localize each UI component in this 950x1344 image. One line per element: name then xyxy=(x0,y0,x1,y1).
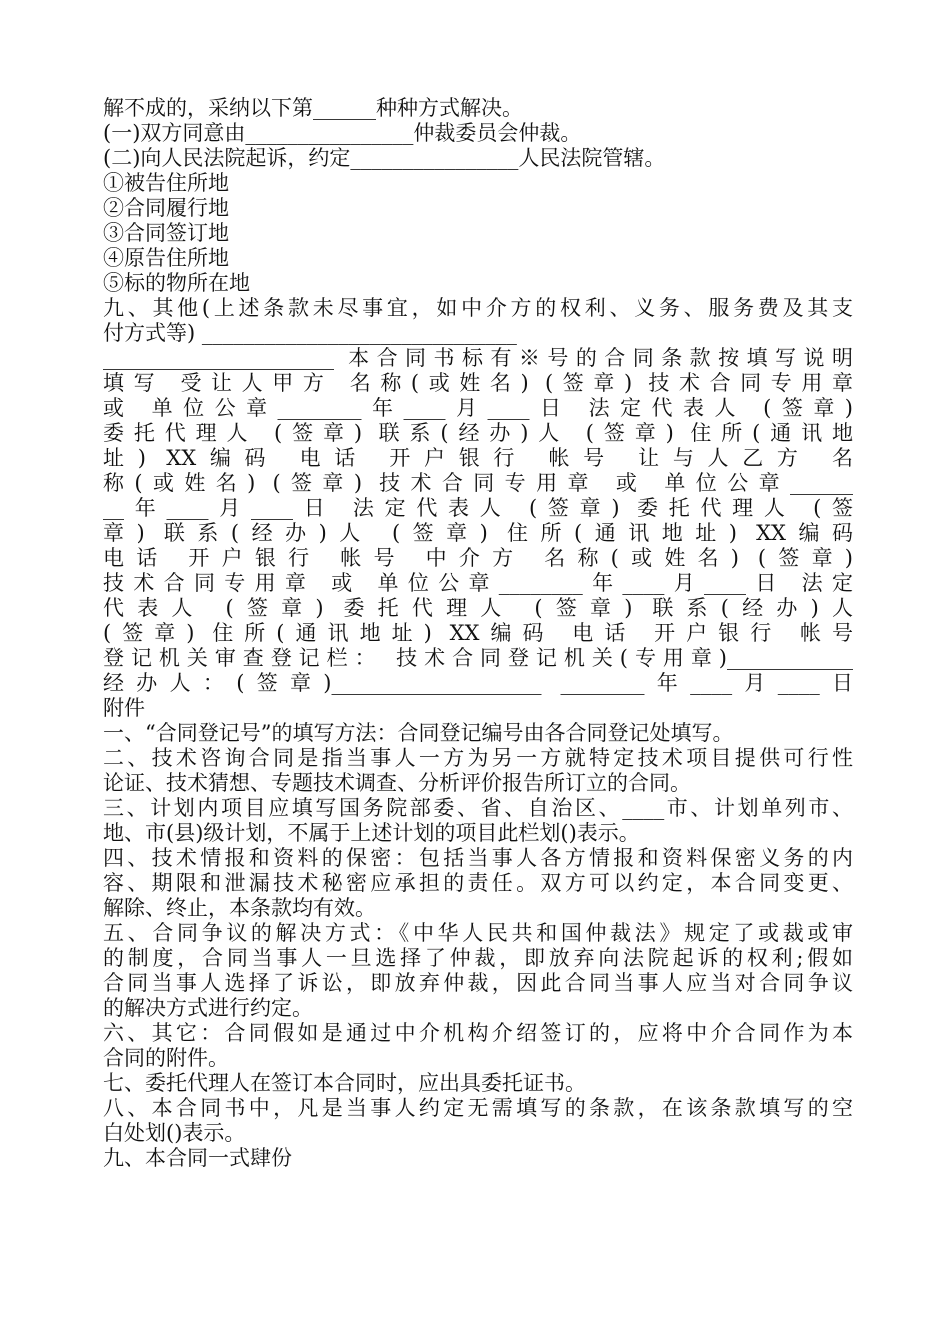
text-line: 填写 受让人甲方 名称(或姓名) (签章) 技术合同专用章 xyxy=(103,371,853,395)
text-line: 五、合同争议的解决方式：《中华人民共和国仲裁法》规定了或裁或审 xyxy=(103,921,853,945)
text-line: 合同的附件。 xyxy=(103,1046,229,1070)
text-line: 址) XX编码 电话 开户银行 帐号 让与人乙方 名 xyxy=(103,446,853,470)
text-line: 或 单位公章________年____月____日 法定代表人 (签章) xyxy=(103,396,853,420)
text-line: (签章) 住所(通讯地址) XX编码 电话 开户银行 帐号 xyxy=(103,621,853,645)
text-line: 九、其他(上述条款未尽事宜，如中介方的权利、义务、服务费及其支 xyxy=(103,296,853,320)
document-page xyxy=(103,96,853,1171)
text-line: 一、“合同登记号”的填写方法：合同登记编号由各合同登记处填写。 xyxy=(103,721,734,745)
text-line: __年____月____日 法定代表人 (签章) 委托代理人 (签 xyxy=(103,496,853,520)
text-line: 的解决方式进行约定。 xyxy=(103,996,313,1020)
text-line: 合同当事人选择了诉讼，即放弃仲裁，因此合同当事人应当对合同争议 xyxy=(103,971,853,995)
list-item: ②合同履行地 xyxy=(103,196,229,220)
text-line: 电话 开户银行 帐号 中介方 名称(或姓名) (签章) xyxy=(103,546,853,570)
section-heading: 附件 xyxy=(103,696,145,720)
text-line: 称(或姓名) (签章) 技术合同专用章 或 单位公章______ xyxy=(103,471,853,495)
text-line: 地、市(县)级计划，不属于上述计划的项目此栏划()表示。 xyxy=(103,821,640,845)
text-line: 解不成的，采纳以下第______种种方式解决。 xyxy=(103,96,523,120)
text-line: 论证、技术猜想、专题技术调查、分析评价报告所订立的合同。 xyxy=(103,771,691,795)
text-line: 经办人：(签章)____________________ ________年____月____日 xyxy=(103,671,853,695)
text-line: 七、委托代理人在签订本合同时，应出具委托证书。 xyxy=(103,1071,586,1095)
list-item: ③合同签订地 xyxy=(103,221,229,245)
text-line: 解除、终止，本条款均有效。 xyxy=(103,896,376,920)
text-line: 三、计划内项目应填写国务院部委、省、自治区、____市、计划单列市、 xyxy=(103,796,853,820)
text-line: 的制度，合同当事人一旦选择了仲裁，即放弃向法院起诉的权利;假如 xyxy=(103,946,853,970)
text-line: 二、技术咨询合同是指当事人一方为另一方就特定技术项目提供可行性 xyxy=(103,746,853,770)
list-item: ①被告住所地 xyxy=(103,171,229,195)
text-line: 八、本合同书中，凡是当事人约定无需填写的条款，在该条款填写的空 xyxy=(103,1096,853,1120)
text-line: ______________________ 本合同书标有※号的合同条款按填写说明 xyxy=(103,346,853,370)
text-line: 技术合同专用章 或 单位公章________年____月____日 法定 xyxy=(103,571,853,595)
text-line: 六、其它：合同假如是通过中介机构介绍签订的，应将中介合同作为本 xyxy=(103,1021,853,1045)
list-item: ④原告住所地 xyxy=(103,246,229,270)
text-line: 登记机关审查登记栏： 技术合同登记机关(专用章)____________ xyxy=(103,646,853,670)
text-line: 委托代理人 (签章) 联系(经办)人 (签章) 住所(通讯地 xyxy=(103,421,853,445)
text-line: 付方式等) ______________________________ xyxy=(103,321,517,345)
text-line: (一)双方同意由________________仲裁委员会仲裁。 xyxy=(103,121,582,145)
text-line: 章) 联系(经办)人 (签章) 住所(通讯地址) XX编码 xyxy=(103,521,853,545)
text-line: (二)向人民法院起诉，约定________________人民法院管辖。 xyxy=(103,146,666,170)
text-line: 四、技术情报和资料的保密：包括当事人各方情报和资料保密义务的内 xyxy=(103,846,853,870)
text-line: 代表人 (签章) 委托代理人 (签章) 联系(经办)人 xyxy=(103,596,853,620)
text-line: 白处划()表示。 xyxy=(103,1121,246,1145)
list-item: ⑤标的物所在地 xyxy=(103,271,250,295)
text-line: 容、期限和泄漏技术秘密应承担的责任。双方可以约定，本合同变更、 xyxy=(103,871,853,895)
text-line: 九、本合同一式肆份 xyxy=(103,1146,292,1170)
